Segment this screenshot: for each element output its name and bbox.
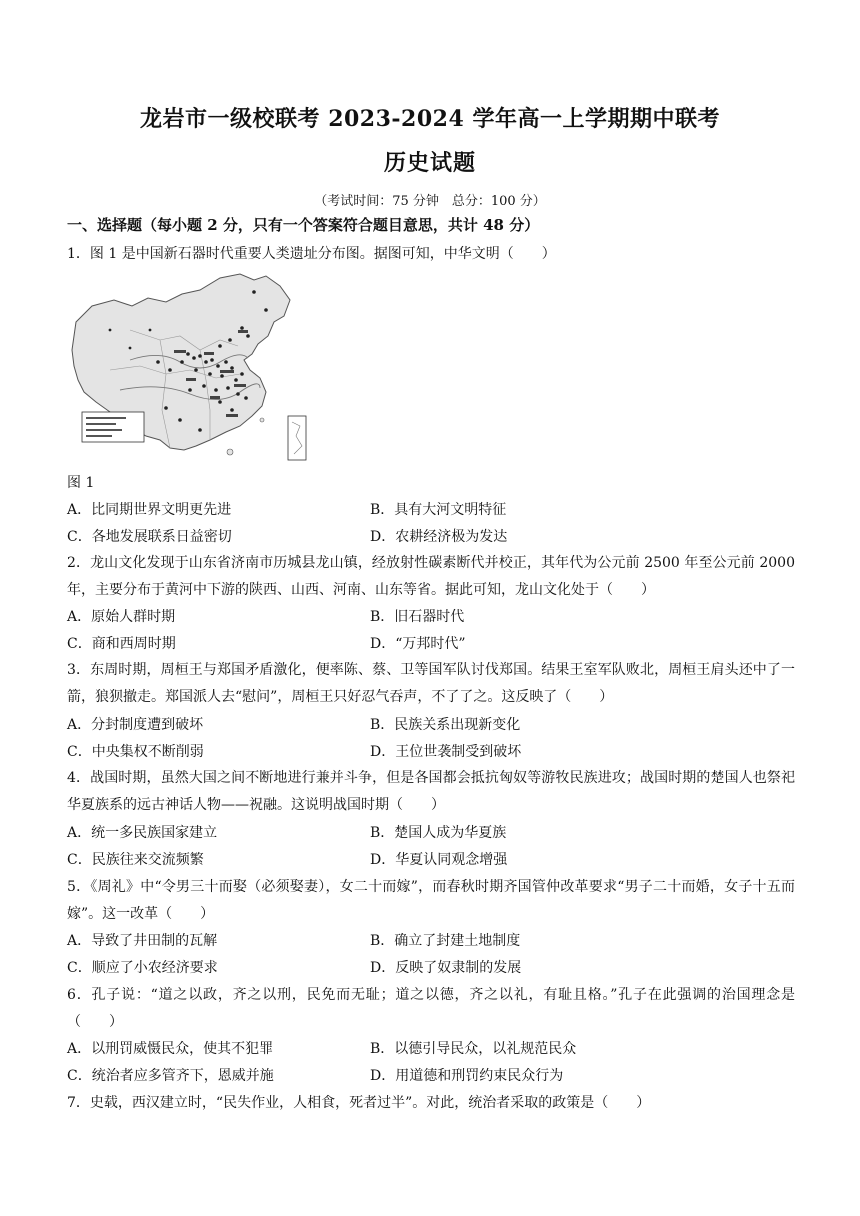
q4-option-a[interactable]: A．统一多民族国家建立 bbox=[67, 825, 218, 841]
q2-option-d[interactable]: D．“万邦时代” bbox=[370, 636, 466, 652]
question-1-stem: 1．图 1 是中国新石器时代重要人类遗址分布图。据图可知，中华文明（ ） bbox=[67, 246, 556, 262]
q1-option-c[interactable]: C．各地发展联系日益密切 bbox=[67, 529, 232, 545]
q1-option-d[interactable]: D．农耕经济极为发达 bbox=[370, 529, 508, 545]
q4-option-b[interactable]: B．楚国人成为华夏族 bbox=[370, 825, 507, 841]
q3-option-a[interactable]: A．分封制度遭到破坏 bbox=[67, 717, 204, 733]
section-heading: 一、选择题（每小题 2 分，只有一个答案符合题目意思，共计 48 分） bbox=[67, 216, 540, 234]
exam-info: （考试时间：75 分钟 总分：100 分） bbox=[314, 194, 546, 209]
q2-option-a[interactable]: A．原始人群时期 bbox=[67, 609, 176, 625]
figure-label: 图 1 bbox=[67, 475, 95, 491]
q5-option-d[interactable]: D．反映了奴隶制的发展 bbox=[370, 960, 522, 976]
q2-option-c[interactable]: C．商和西周时期 bbox=[67, 636, 176, 652]
neolithic-sites-map-image bbox=[70, 270, 308, 466]
q6-option-c[interactable]: C．统治者应多管齐下，恩威并施 bbox=[67, 1068, 274, 1084]
question-5-stem: 5．《周礼》中“令男三十而娶（必须娶妻），女二十而嫁”，而春秋时期齐国管仲改革要求“男子二十而婚，女子十五而嫁”。这一改革（ ） bbox=[67, 879, 795, 922]
q3-option-d[interactable]: D．王位世袭制受到破坏 bbox=[370, 744, 522, 760]
q6-option-b[interactable]: B．以德引导民众，以礼规范民众 bbox=[370, 1041, 577, 1057]
q5-option-b[interactable]: B．确立了封建土地制度 bbox=[370, 933, 521, 949]
q4-option-c[interactable]: C．民族往来交流频繁 bbox=[67, 852, 204, 868]
q2-option-b[interactable]: B．旧石器时代 bbox=[370, 609, 465, 625]
exam-subtitle: 历史试题 bbox=[383, 150, 476, 176]
q1-option-b[interactable]: B．具有大河文明特征 bbox=[370, 502, 507, 518]
question-4-stem: 4．战国时期，虽然大国之间不断地进行兼并斗争，但是各国都会抵抗匈奴等游牧民族进攻；战国时期的楚国人也祭祀华夏族系的远古神话人物——祝融。这说明战国时期（ ） bbox=[67, 770, 795, 813]
q3-option-c[interactable]: C．中央集权不断削弱 bbox=[67, 744, 204, 760]
question-7-stem: 7．史载，西汉建立时，“民失作业，人相食，死者过半”。对此，统治者采取的政策是（ ） bbox=[67, 1095, 651, 1111]
q3-option-b[interactable]: B．民族关系出现新变化 bbox=[370, 717, 521, 733]
q6-option-d[interactable]: D．用道德和刑罚约束民众行为 bbox=[370, 1068, 564, 1084]
question-6-stem: 6．孔子说：“道之以政，齐之以刑，民免而无耻；道之以德，齐之以礼，有耻且格。”孔子在此强调的治国理念是（ ） bbox=[67, 987, 795, 1030]
question-3-stem: 3．东周时期，周桓王与郑国矛盾激化，便率陈、蔡、卫等国军队讨伐郑国。结果王室军队败北，周桓王肩头还中了一箭，狼狈撤走。郑国派人去“慰问”，周桓王只好忍气吞声，不了了之。这反映了（ ） bbox=[67, 662, 795, 705]
exam-title: 龙岩市一级校联考 2023-2024 学年高一上学期期中联考 bbox=[140, 106, 720, 132]
q5-option-a[interactable]: A．导致了井田制的瓦解 bbox=[67, 933, 218, 949]
q5-option-c[interactable]: C．顺应了小农经济要求 bbox=[67, 960, 218, 976]
question-2-stem: 2．龙山文化发现于山东省济南市历城县龙山镇，经放射性碳素断代并校正，其年代为公元前 2500 年至公元前 2000 年，主要分布于黄河中下游的陕西、山西、河南、山东等省。据此可知，龙山文化处于（ ） bbox=[67, 555, 795, 598]
q4-option-d[interactable]: D．华夏认同观念增强 bbox=[370, 852, 508, 868]
q6-option-a[interactable]: A．以刑罚威慑民众，使其不犯罪 bbox=[67, 1041, 274, 1057]
q1-option-a[interactable]: A．比同期世界文明更先进 bbox=[67, 502, 232, 518]
